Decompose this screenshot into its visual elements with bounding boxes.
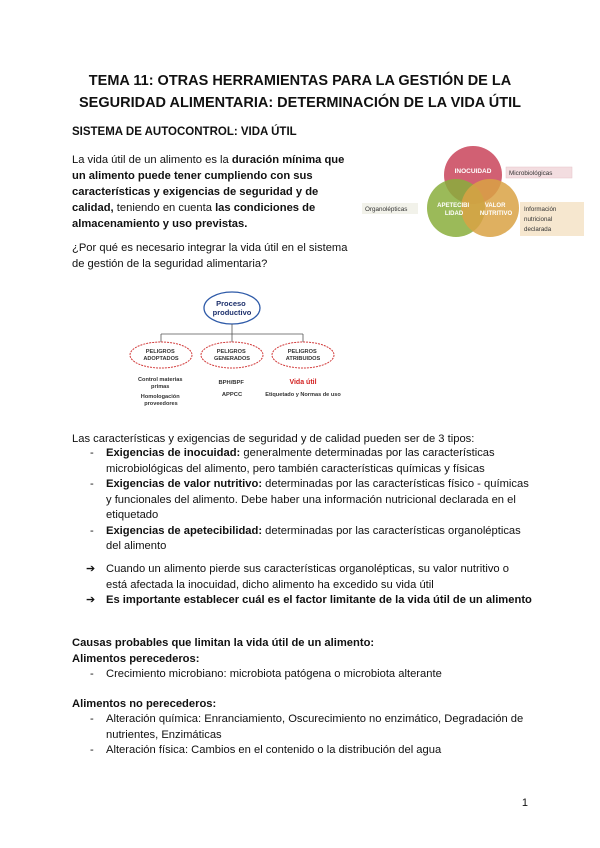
- types-list: [72, 446, 532, 555]
- list-item: - Alteración física: Cambios en el contenido o la distribución del agua: [90, 744, 442, 756]
- list-item: - Exigencias de valor nutritivo: determinadas por las características físico - químicas y funcionales del alimento. Debe haber una información nutricional declarada en el etiquetado: [90, 478, 529, 521]
- process-diagram: [128, 290, 358, 415]
- types-intro: Las características y exigencias de seguridad y de calidad pueden ser de 3 tipos:: [72, 433, 475, 445]
- node2-line1: PELIGROS: [216, 349, 246, 355]
- svg-text:BPH/BPF APPCC: [218, 380, 245, 398]
- perishable-heading: Alimentos perecederos:: [72, 652, 200, 665]
- section-heading: SISTEMA DE AUTOCONTROL: VIDA ÚTIL: [72, 126, 297, 138]
- note-bph: BPH/BPF: [218, 380, 244, 386]
- note-homolog-1: Homologación: [140, 394, 180, 400]
- svg-text:Control materias primas: [138, 377, 184, 407]
- venn-side-info-2: nutricional: [524, 216, 553, 223]
- page-title: TEMA 11: OTRAS HERRAMIENTAS PARA LA GESTIÓN DE LA SEGURIDAD ALIMENTARIA: DETERMINACIÓN DE LA VIDA ÚTIL: [79, 73, 521, 111]
- list-item: - Alteración química: Enranciamiento, Oscurecimiento no enzimático, Degradación de nutrientes, Enzimáticas: [90, 713, 524, 741]
- causes-heading: Causas probables que limitan la vida útil de un alimento:: [72, 637, 375, 649]
- svg-text:PELIGROS ADOPTADOS: [143, 349, 179, 362]
- causes-section: [72, 636, 542, 759]
- venn-label-apetecibilidad-2: LIDAD: [444, 211, 464, 217]
- list-item: - Crecimiento microbiano: microbiota patógena o microbiota alterante: [90, 668, 442, 680]
- node3-line1: PELIGROS: [287, 349, 317, 355]
- venn-side-info-1: Información: [524, 206, 557, 213]
- venn-label-valor-2: NUTRITIVO: [479, 211, 513, 217]
- process-node-atribuidos: [272, 342, 334, 368]
- question-paragraph: ¿Por qué es necesario integrar la vida útil en el sistema de gestión de la seguridad alimentaria?: [72, 242, 348, 270]
- non-perishable-heading: Alimentos no perecederos:: [72, 697, 217, 710]
- note-control-1: Control materias: [137, 377, 183, 383]
- note-appcc: APPCC: [221, 392, 243, 398]
- node3-line2: ATRIBUIDOS: [285, 356, 321, 362]
- svg-text:PELIGROS ATRIBUIDOS: [286, 349, 321, 362]
- list-item: - Exigencias de apetecibilidad: determinadas por las características organolépticas del alimento: [90, 524, 521, 552]
- process-node-adoptados: [130, 342, 192, 368]
- arrow-notes: [72, 562, 532, 609]
- svg-text:Proceso productivo: [213, 299, 252, 317]
- process-node-generados: [201, 342, 263, 368]
- process-root-1: Proceso: [216, 299, 246, 308]
- venn-label-valor-1: VALOR: [484, 203, 506, 209]
- note-etiquetado: Etiquetado y Normas de uso: [265, 392, 341, 398]
- page-number: 1: [521, 797, 528, 809]
- arrow-item: ➔ Cuando un alimento pierde sus características organolépticas, su valor nutritivo o está afectada la inocuidad, dicho alimento ha excedido su vida útil: [86, 563, 509, 591]
- process-root-2: productivo: [212, 308, 252, 317]
- venn-diagram: [360, 145, 588, 250]
- node1-line1: PELIGROS: [145, 349, 175, 355]
- venn-label-apetecibilidad-1: APETECIBI: [437, 203, 470, 209]
- note-control-2: primas: [151, 384, 170, 390]
- arrow-right-icon: ➔: [86, 594, 96, 606]
- venn-side-info-3: declarada: [524, 226, 552, 233]
- note-vida-util: Vida útil: [289, 379, 317, 386]
- venn-label-inocuidad: INOCUIDAD: [454, 168, 492, 175]
- venn-side-organolepticas: Organolépticas: [365, 206, 408, 213]
- list-item: - Exigencias de inocuidad: generalmente determinadas por las características microbiológicas del alimento, pero también características químicas y físicas: [90, 447, 495, 475]
- venn-side-microbiologicas: Microbiológicas: [509, 170, 553, 177]
- node2-line2: GENERADOS: [213, 356, 251, 362]
- arrow-right-icon: ➔: [86, 563, 96, 575]
- intro-paragraph: La vida útil de un alimento es la duración mínima que un alimento puede tener cumpliendo con sus características y exigencias de seguridad y de calidad, teniendo en cuenta las condiciones de almacenamiento y uso previstas.: [72, 154, 345, 230]
- node1-line2: ADOPTADOS: [143, 356, 179, 362]
- arrow-item: ➔ Es importante establecer cuál es el factor limitante de la vida útil de un alimento: [72, 593, 532, 609]
- svg-text:PELIGROS GENERADOS: [214, 349, 250, 362]
- note-homolog-2: proveedores: [144, 401, 178, 407]
